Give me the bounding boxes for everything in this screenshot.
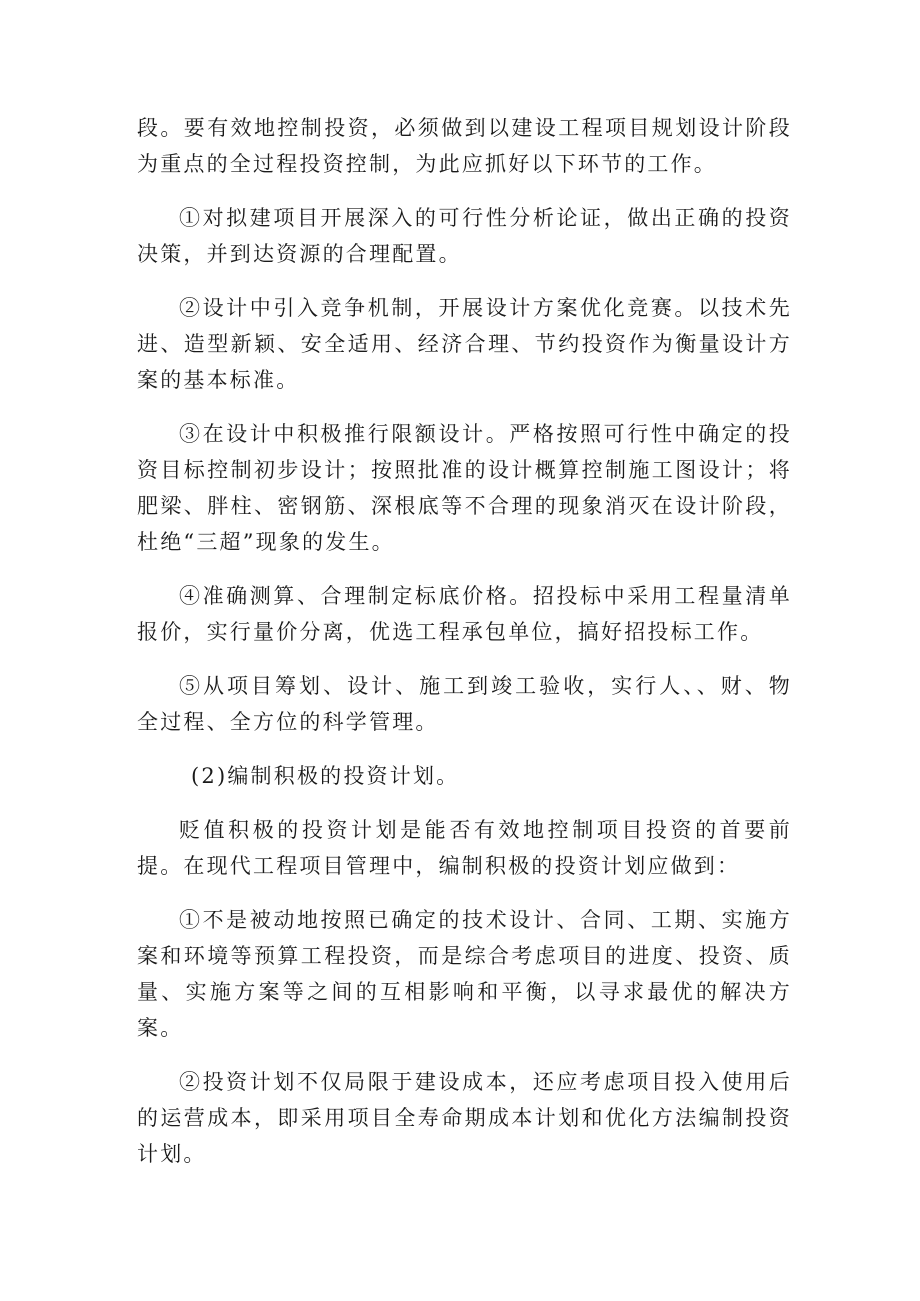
paragraph-item-3: ③在设计中积极推行限额设计。严格按照可行性中确定的投资目标控制初步设计；按照批准的设计概算控制施工图设计；将肥梁、胖柱、密钢筋、深根底等不合理的现象消灭在设计阶段，杜绝“三超”现象的发生。 (137, 422, 792, 554)
paragraph-intro: 贬值积极的投资计划是能否有效地控制项目投资的首要前提。在现代工程项目管理中，编制积极的投资计划应做到： (137, 818, 792, 878)
section-heading: (2)编制积极的投资计划。 (191, 764, 460, 788)
paragraph-item-2: ②设计中引入竞争机制，开展设计方案优化竞赛。以技术先进、造型新颖、安全适用、经济合理、节约投资作为衡量设计方案的基本标准。 (137, 296, 792, 392)
document-body (137, 110, 792, 1190)
paragraph-item-4: ④准确测算、合理制定标底价格。招投标中采用工程量清单报价，实行量价分离，优选工程承包单位，搞好招投标工作。 (137, 584, 792, 644)
paragraph-plan-item-2: ②投资计划不仅局限于建设成本，还应考虑项目投入使用后的运营成本，即采用项目全寿命期成本计划和优化方法编制投资计划。 (137, 1070, 792, 1166)
paragraph-item-1: ①对拟建项目开展深入的可行性分析论证，做出正确的投资决策，并到达资源的合理配置。 (137, 206, 792, 266)
paragraph-plan-item-1: ①不是被动地按照已确定的技术设计、合同、工期、实施方案和环境等预算工程投资，而是综合考虑项目的进度、投资、质量、实施方案等之间的互相影响和平衡，以寻求最优的解决方案。 (137, 908, 792, 1040)
paragraph-continuation: 段。要有效地控制投资，必须做到以建设工程项目规划设计阶段为重点的全过程投资控制，为此应抓好以下环节的工作。 (137, 116, 792, 176)
paragraph-item-5: ⑤从项目筹划、设计、施工到竣工验收，实行人、、财、物全过程、全方位的科学管理。 (137, 674, 792, 734)
